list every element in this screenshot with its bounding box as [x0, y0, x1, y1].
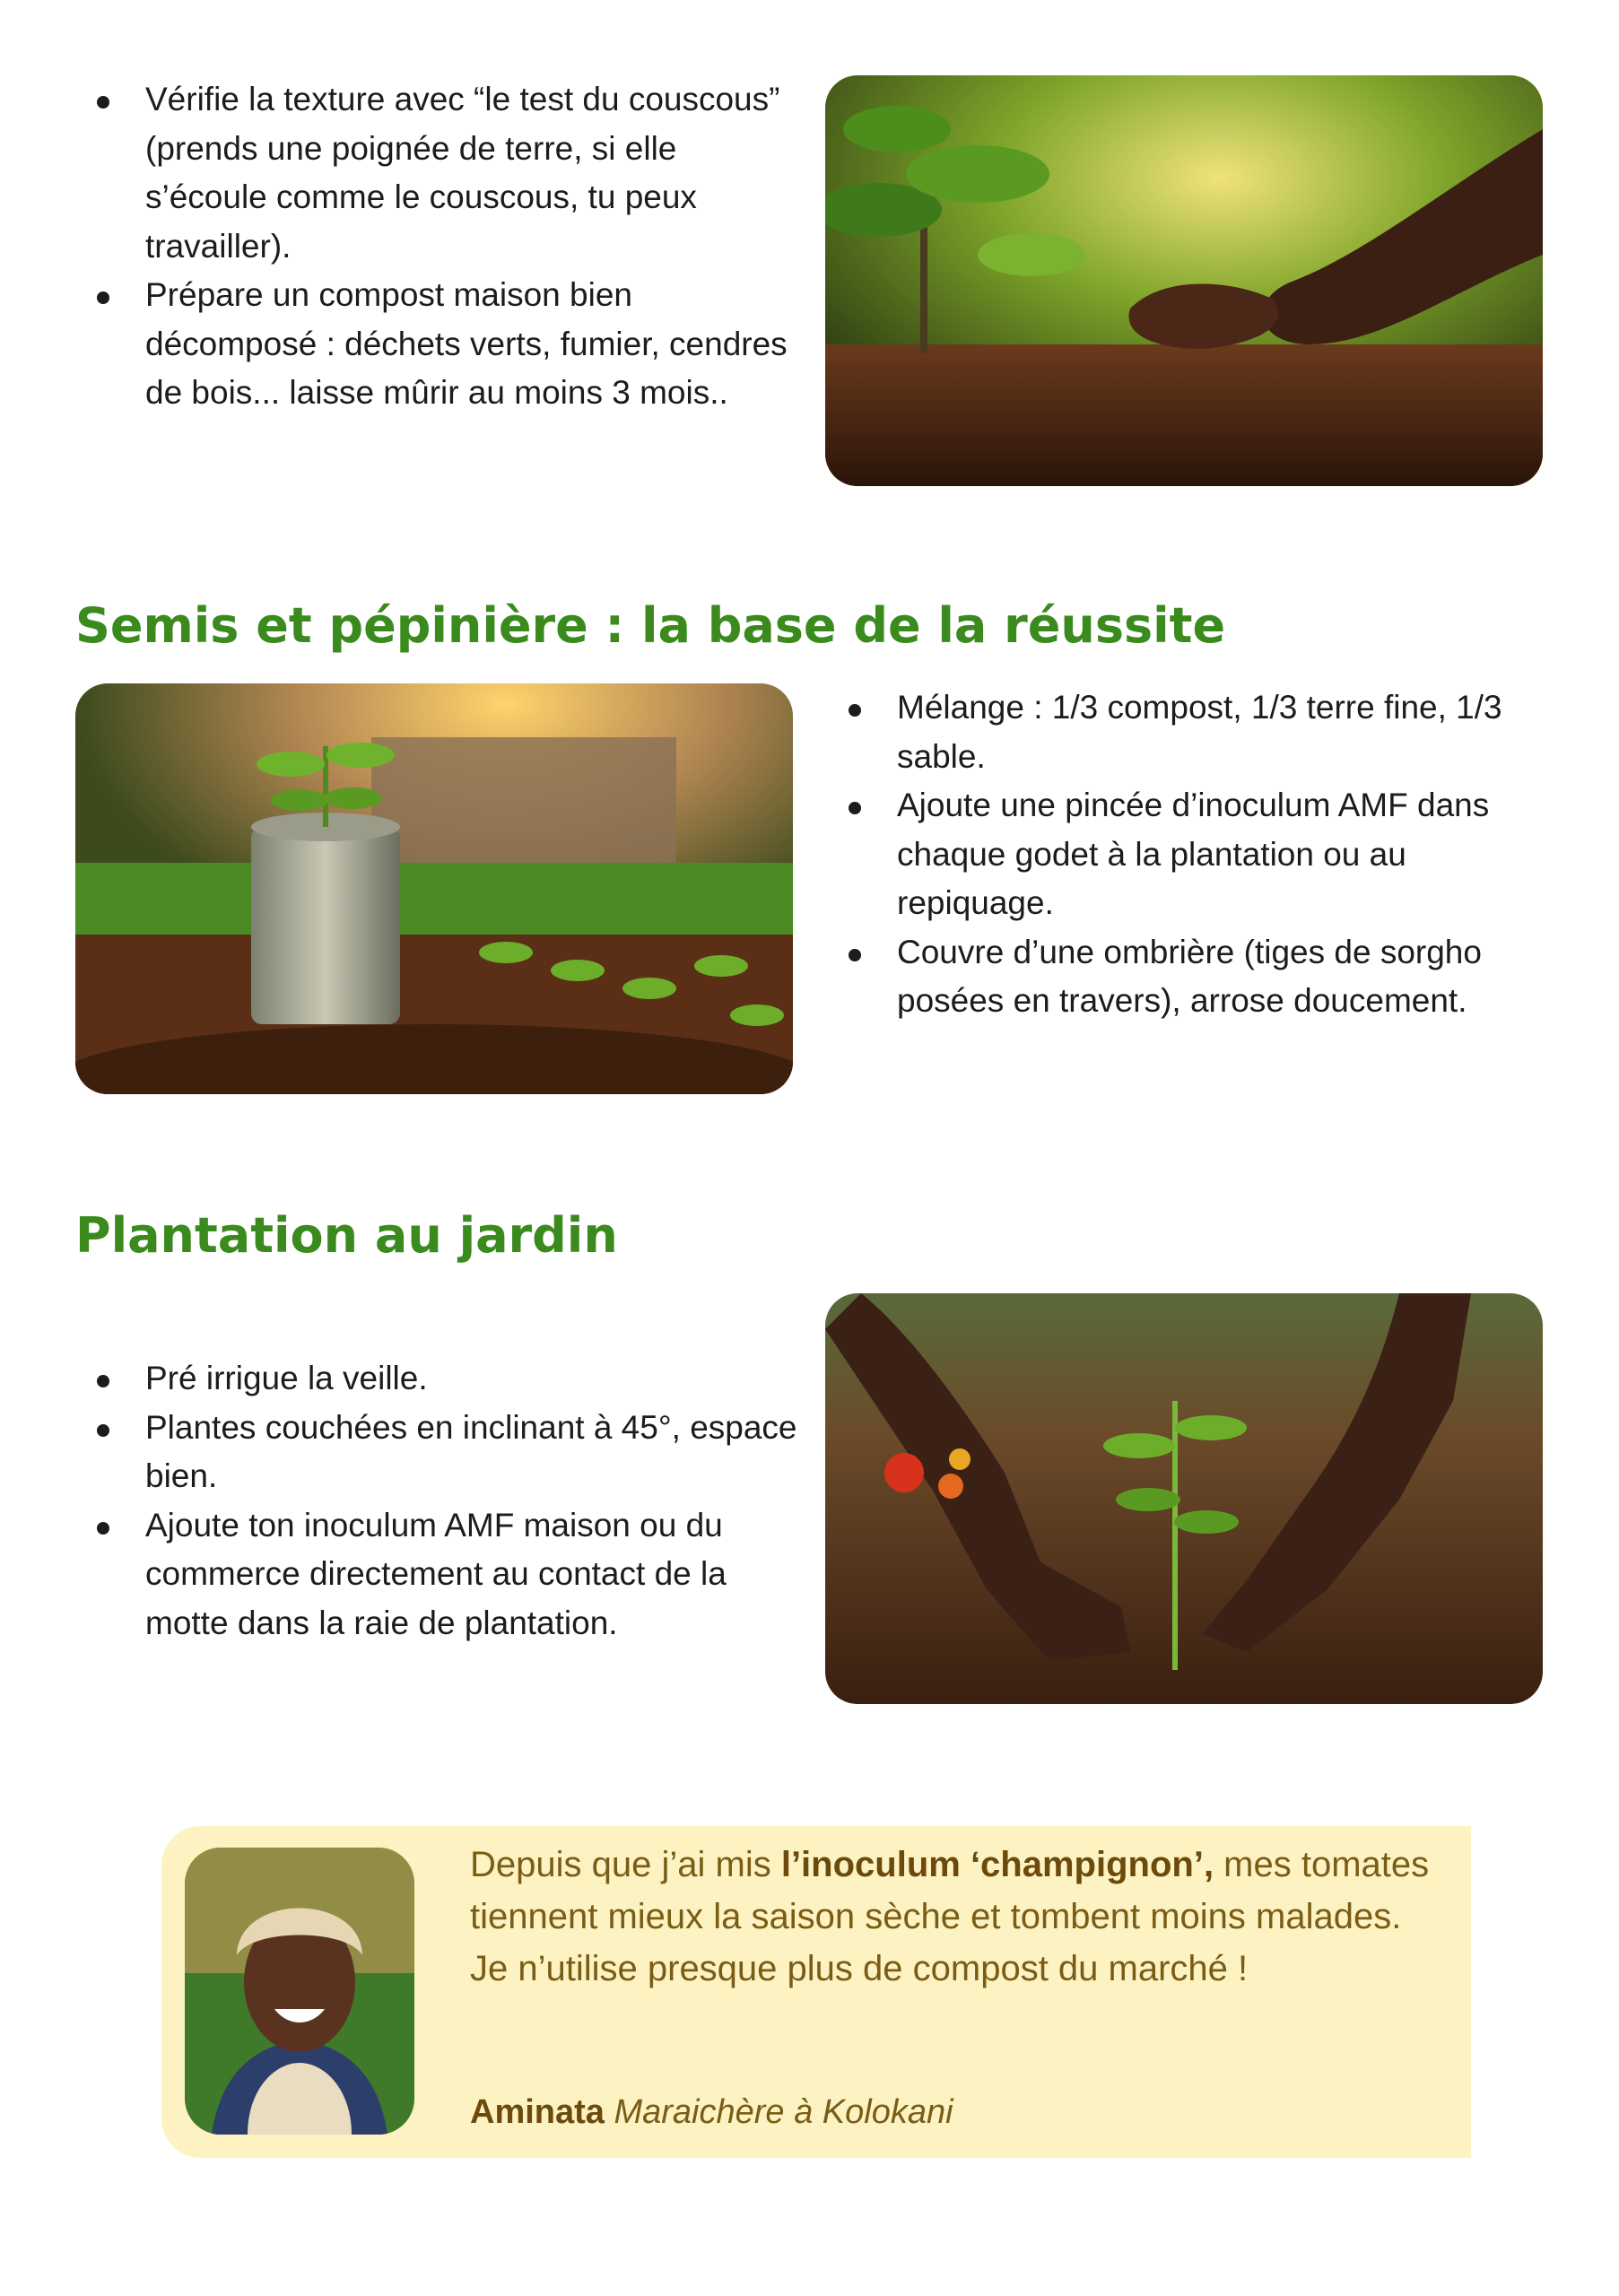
section-title-plantation: Plantation au jardin	[75, 1207, 618, 1264]
testimonial-author	[470, 2090, 953, 2135]
list-item: Vérifie la texture avec “le test du couscous” (prends une poignée de terre, si elle s’écoule comme le couscous, tu peux travailler).	[81, 75, 798, 271]
section1-bullet-list	[81, 75, 798, 418]
author-role: Maraichère à Kolokani	[614, 2093, 953, 2131]
testimonial-quote: Depuis que j’ai mis l’inoculum ‘champignon’, mes tomates tiennent mieux la saison sèche et tombent moins malades. Je n’utilise presque plus de compost du marché !	[470, 1845, 1430, 1988]
list-item: Plantes couchées en inclinant à 45°, espace bien.	[81, 1404, 798, 1501]
section2-bullet-list	[832, 683, 1568, 1026]
section-title-semis: Semis et pépinière : la base de la réussite	[75, 597, 1226, 654]
author-name: Aminata	[470, 2093, 605, 2131]
photo-seedling-in-can	[75, 683, 793, 1094]
photo-hands-soil-seedling	[825, 75, 1543, 486]
photo-hands-planting-tomato	[825, 1293, 1543, 1704]
list-item: Ajoute une pincée d’inoculum AMF dans chaque godet à la plantation ou au repiquage.	[832, 781, 1568, 928]
list-item: Prépare un compost maison bien décomposé : déchets verts, fumier, cendres de bois... laisse mûrir au moins 3 mois..	[81, 271, 798, 418]
section3-bullet-list	[81, 1354, 798, 1648]
list-item: Ajoute ton inoculum AMF maison ou du commerce directement au contact de la motte dans la raie de plantation.	[81, 1501, 798, 1648]
list-item: Pré irrigue la veille.	[81, 1354, 798, 1404]
list-item: Mélange : 1/3 compost, 1/3 terre fine, 1/3 sable.	[832, 683, 1568, 781]
list-item: Couvre d’une ombrière (tiges de sorgho posées en travers), arrose doucement.	[832, 928, 1568, 1026]
photo-aminata-portrait	[185, 1848, 414, 2135]
